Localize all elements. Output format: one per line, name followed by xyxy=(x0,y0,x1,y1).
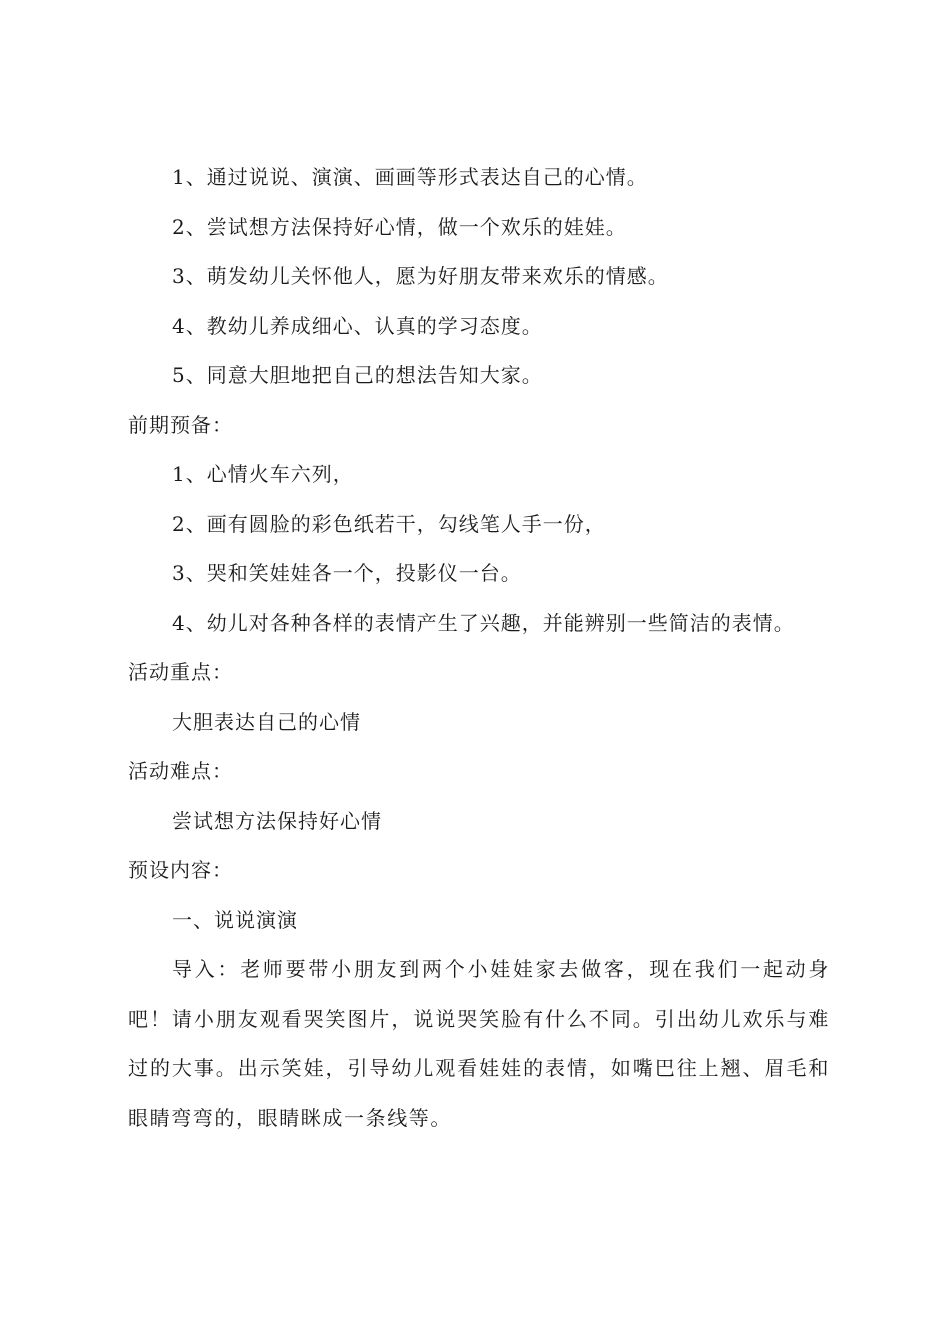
content-heading: 预设内容： xyxy=(128,858,233,882)
preparation-heading: 前期预备： xyxy=(128,412,233,437)
goal-item: 3、萌发幼儿关怀他人，愿为好朋友带来欢乐的情感。 xyxy=(172,264,669,288)
document-body xyxy=(128,153,828,1143)
preparation-item: 3、哭和笑娃娃各一个，投影仪一台。 xyxy=(172,561,522,585)
section-title: 一、说说演演 xyxy=(172,907,298,932)
preparation-item: 2、画有圆脸的彩色纸若干，勾线笔人手一份， xyxy=(172,511,606,536)
difficulty-heading: 活动难点： xyxy=(128,759,233,783)
preparation-item: 1、心情火车六列， xyxy=(172,462,354,486)
goal-item: 2、尝试想方法保持好心情，做一个欢乐的娃娃。 xyxy=(172,214,627,239)
goal-item: 4、教幼儿养成细心、认真的学习态度。 xyxy=(172,313,543,338)
intro-paragraph: 导入：老师要带小朋友到两个小娃娃家去做客，现在我们一起动身吧！请小朋友观看哭笑图片，说说哭笑脸有什么不同。引出幼儿欢乐与难过的大事。出示笑娃，引导幼儿观看娃娃的表情，如嘴巴往上翘、眉毛和眼睛弯弯的，眼睛眯成一条线等。 xyxy=(128,957,830,1130)
key-point-heading: 活动重点： xyxy=(128,660,233,684)
preparation-item: 4、幼儿对各种各样的表情产生了兴趣，并能辨别一些简洁的表情。 xyxy=(172,610,795,635)
difficulty-text: 尝试想方法保持好心情 xyxy=(172,808,382,833)
key-point-text: 大胆表达自己的心情 xyxy=(172,709,361,734)
goal-item: 1、通过说说、演演、画画等形式表达自己的心情。 xyxy=(172,165,648,189)
goal-item: 5、同意大胆地把自己的想法告知大家。 xyxy=(172,363,543,387)
